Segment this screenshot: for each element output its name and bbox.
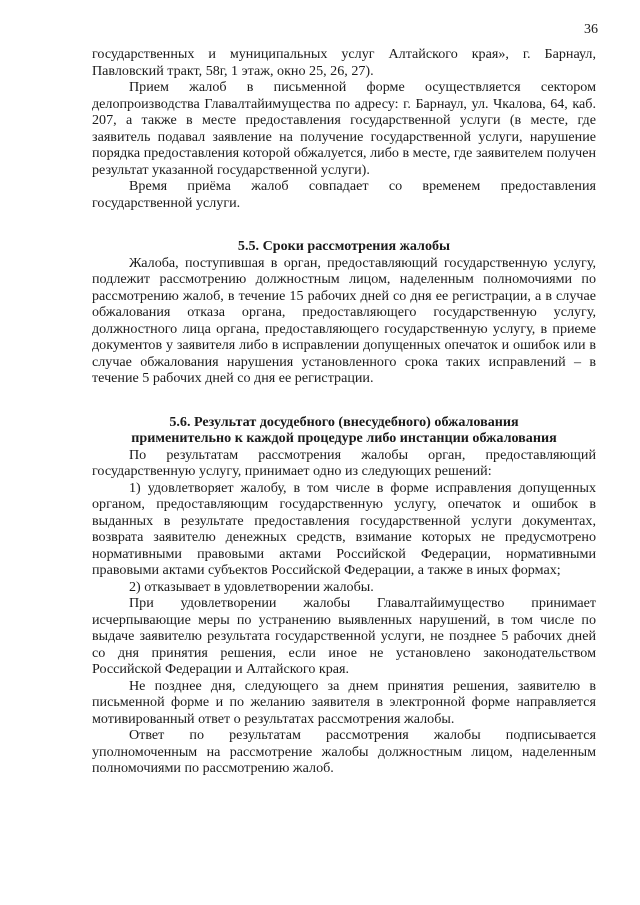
- section-5-6-paragraph-6: Ответ по результатам рассмотрения жалобы подписывается уполномоченным на рассмотрение жалобы должностным лицом, наделенным полномочиями по рассмотрению жалоб.: [92, 727, 596, 776]
- section-5-5-heading: 5.5. Сроки рассмотрения жалобы: [237, 238, 451, 254]
- section-5-6-paragraph-3: 2) отказывает в удовлетворении жалобы.: [129, 578, 374, 595]
- intro-paragraph-3: Время приёма жалоб совпадает со временем предоставления государственной услуги.: [92, 178, 596, 211]
- section-gap: [92, 387, 596, 414]
- intro-paragraph-2: Прием жалоб в письменной форме осуществляется сектором делопроизводства Главалтайимущества по адресу: г. Барнаул, ул. Чкалова, 64, каб. 207, а также в месте предоставления государственной услуги (в месте, где заявитель подавал заявление на получение государственной услуги, нарушение порядка предоставления которой обжалуется, либо в месте, где заявителем получен результат указанной государственной услуги).: [92, 79, 596, 178]
- section-5-6-heading-line-2: применительно к каждой процедуре либо инстанции обжалования: [131, 430, 557, 446]
- intro-paragraph-1: государственных и муниципальных услуг Алтайского края», г. Барнаул, Павловский тракт, 58г, 1 этаж, окно 25, 26, 27).: [92, 46, 596, 79]
- section-5-6-paragraph-5: Не позднее дня, следующего за днем принятия решения, заявителю в письменной форме и по желанию заявителя в электронной форме направляется мотивированный ответ о результатах рассмотрения жалобы.: [92, 677, 596, 727]
- section-5-6-paragraph-2: 1) удовлетворяет жалобу, в том числе в форме исправления допущенных органом, предоставляющим государственную услугу, опечаток и ошибок в выданных в результате предоставления государственной услуги документах, возврата заявителю денежных средств, взимание которых не предусмотрено нормативными правовыми актами Российской Федерации, нормативными правовыми актами субъектов Российской Федерации, а также в иных формах;: [92, 479, 596, 578]
- page-number: 36: [584, 22, 598, 37]
- section-5-6-heading-line-1: 5.6. Результат досудебного (внесудебного) обжалования: [169, 413, 519, 430]
- section-gap: [92, 211, 596, 238]
- section-5-6-paragraph-1: По результатам рассмотрения жалобы орган, предоставляющий государственную услугу, принимает одно из следующих решений:: [92, 446, 596, 479]
- section-5-5-paragraph-1: Жалоба, поступившая в орган, предоставляющий государственную услугу, подлежит рассмотрению должностным лицом, наделенным полномочиями по рассмотрению жалоб, в течение 15 рабочих дней со дня ее регистрации, а в случае обжалования отказа органа, предоставляющего государственную услугу, должностного лица органа, предоставляющего государственную услугу, в приеме документов у заявителя либо в исправлении допущенных опечаток и ошибок или в случае обжалования нарушения установленного срока таких исправлений – в течение 5 рабочих дней со дня ее регистрации.: [92, 254, 596, 386]
- page-content: [92, 46, 596, 777]
- section-5-6-paragraph-4: При удовлетворении жалобы Главалтайимущество принимает исчерпывающие меры по устранению выявленных нарушений, в том числе по выдаче заявителю результата государственной услуги, не позднее 5 рабочих дней со дня принятия решения, если иное не установлено законодательством Российской Федерации и Алтайского края.: [92, 595, 596, 677]
